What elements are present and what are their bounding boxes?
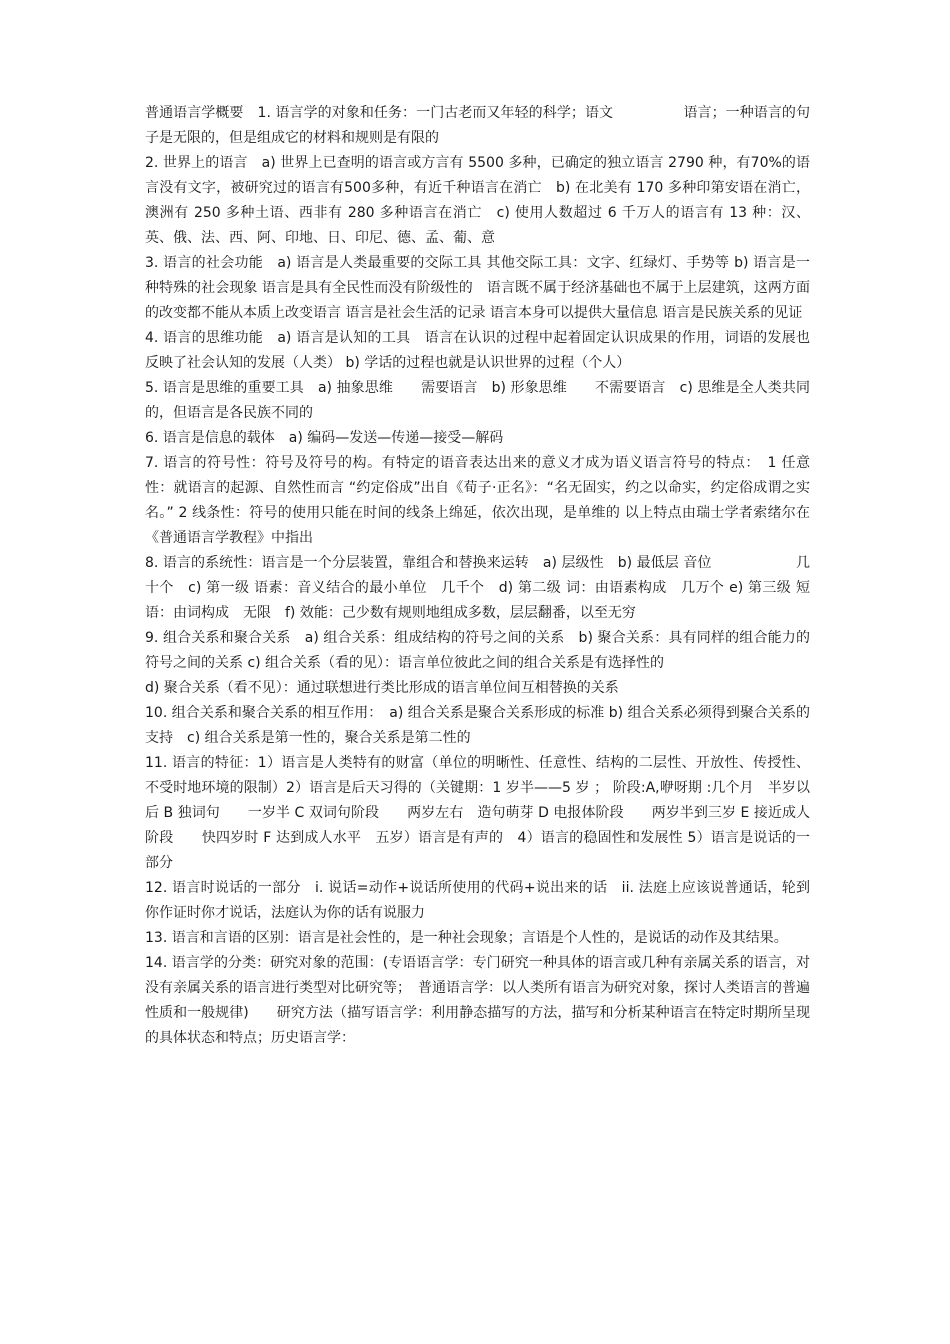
paragraph-5: 5. 语言是思维的重要工具 a) 抽象思维 需要语言 b) 形象思维 不需要语言 c) 思维是全人类共同的，但语言是各民族不同的	[145, 380, 810, 421]
paragraph-3: 3. 语言的社会功能 a) 语言是人类最重要的交际工具 其他交际工具：文字、红绿灯、手势等 b) 语言是一种特殊的社会现象 语言是具有全民性而没有阶级性的 语言既不属于经济基础也不属于上层建筑，这两方面的改变都不能从本质上改变语言 语言是社会生活的记录 语言本身可以提供大量信息 语言是民族关系的见证	[145, 255, 810, 321]
paragraph-9: 9. 组合关系和聚合关系 a) 组合关系：组成结构的符号之间的关系 b) 聚合关系：具有同样的组合能力的符号之间的关系 c) 组合关系（看的见）：语言单位彼此之间的组合关系是有选择性的	[145, 630, 810, 671]
paragraph-8: 8. 语言的系统性：语言是一个分层装置，靠组合和替换来运转 a) 层级性 b) 最低层 音位 几十个 c) 第一级 语素：音义结合的最小单位 几千个 d) 第二级 词：由语素构成 几万个 e) 第三级 短语：由词构成 无限 f) 效能：己少数有规则地组成多数，层层翻番，以至无穷	[145, 555, 810, 621]
paragraph-7: 7. 语言的符号性：符号及符号的构。有特定的语音表达出来的意义才成为语义语言符号的特点： 1 任意性：就语言的起源、自然性而言 “约定俗成”出自《荀子·正名》：“名无固实，约之以命实，约定俗成谓之实名。” 2 线条性：符号的使用只能在时间的线条上绵延，依次出现，是单维的 以上特点由瑞士学者索绪尔在《普通语言学教程》中指出	[145, 455, 810, 546]
paragraph-13: 12. 语言时说话的一部分 i. 说话=动作+说话所使用的代码+说出来的话 ii. 法庭上应该说普通话，轮到你作证时你才说话，法庭认为你的话有说服力	[145, 880, 810, 921]
paragraph-1: 普通语言学概要 1. 语言学的对象和任务：一门古老而又年轻的科学；语文 语言；一种语言的句子是无限的，但是组成它的材料和规则是有限的	[145, 105, 810, 146]
paragraph-11: 10. 组合关系和聚合关系的相互作用： a) 组合关系是聚合关系形成的标准 b) 组合关系必须得到聚合关系的支持 c) 组合关系是第一性的，聚合关系是第二性的	[145, 705, 810, 746]
paragraph-14: 13. 语言和言语的区别：语言是社会性的，是一种社会现象；言语是个人性的，是说话的动作及其结果。	[145, 930, 788, 946]
paragraph-6: 6. 语言是信息的载体 a) 编码—发送—传递—接受—解码	[145, 430, 504, 446]
paragraph-4: 4. 语言的思维功能 a) 语言是认知的工具 语言在认识的过程中起着固定认识成果的作用，词语的发展也反映了社会认知的发展（人类） b) 学话的过程也就是认识世界的过程（个人）	[145, 330, 810, 371]
paragraph-15: 14. 语言学的分类：研究对象的范围：(专语语言学：专门研究一种具体的语言或几种有亲属关系的语言，对 没有亲属关系的语言进行类型对比研究等； 普通语言学：以人类所有语言为研究对象，探讨人类语言的普遍性质和一般规律) 研究方法（描写语言学：利用静态描写的方法，描写和分析某种语言在特定时期所呈现 的具体状态和特点；历史语言学：	[145, 955, 810, 1046]
document-body	[145, 101, 810, 1051]
paragraph-10: d) 聚合关系（看不见）：通过联想进行类比形成的语言单位间互相替换的关系	[145, 680, 619, 696]
paragraph-2: 2. 世界上的语言 a) 世界上已查明的语言或方言有 5500 多种，已确定的独立语言 2790 种，有70%的语言没有文字，被研究过的语言有500多种，有近千种语言在消亡 b) 在北美有 170 多种印第安语在消亡，澳洲有 250 多种土语、西非有 280 多种语言在消亡 c) 使用人数超过 6 千万人的语言有 13 种：汉、英、俄、法、西、阿、印地、日、印尼、德、孟、葡、意	[145, 155, 810, 246]
paragraph-12: 11. 语言的特征：1）语言是人类特有的财富（单位的明晰性、任意性、结构的二层性、开放性、传授性、不受时地环境的限制）2）语言是后天习得的（关键期：1 岁半——5 岁 ； 阶段:A,咿呀期 :几个月 半岁以后 B 独词句 一岁半 C 双词句阶段 两岁左右 造句萌芽 D 电报体阶段 两岁半到三岁 E 接近成人阶段 快四岁时 F 达到成人水平 五岁）语言是有声的 4）语言的稳固性和发展性 5）语言是说话的一部分	[145, 755, 810, 871]
